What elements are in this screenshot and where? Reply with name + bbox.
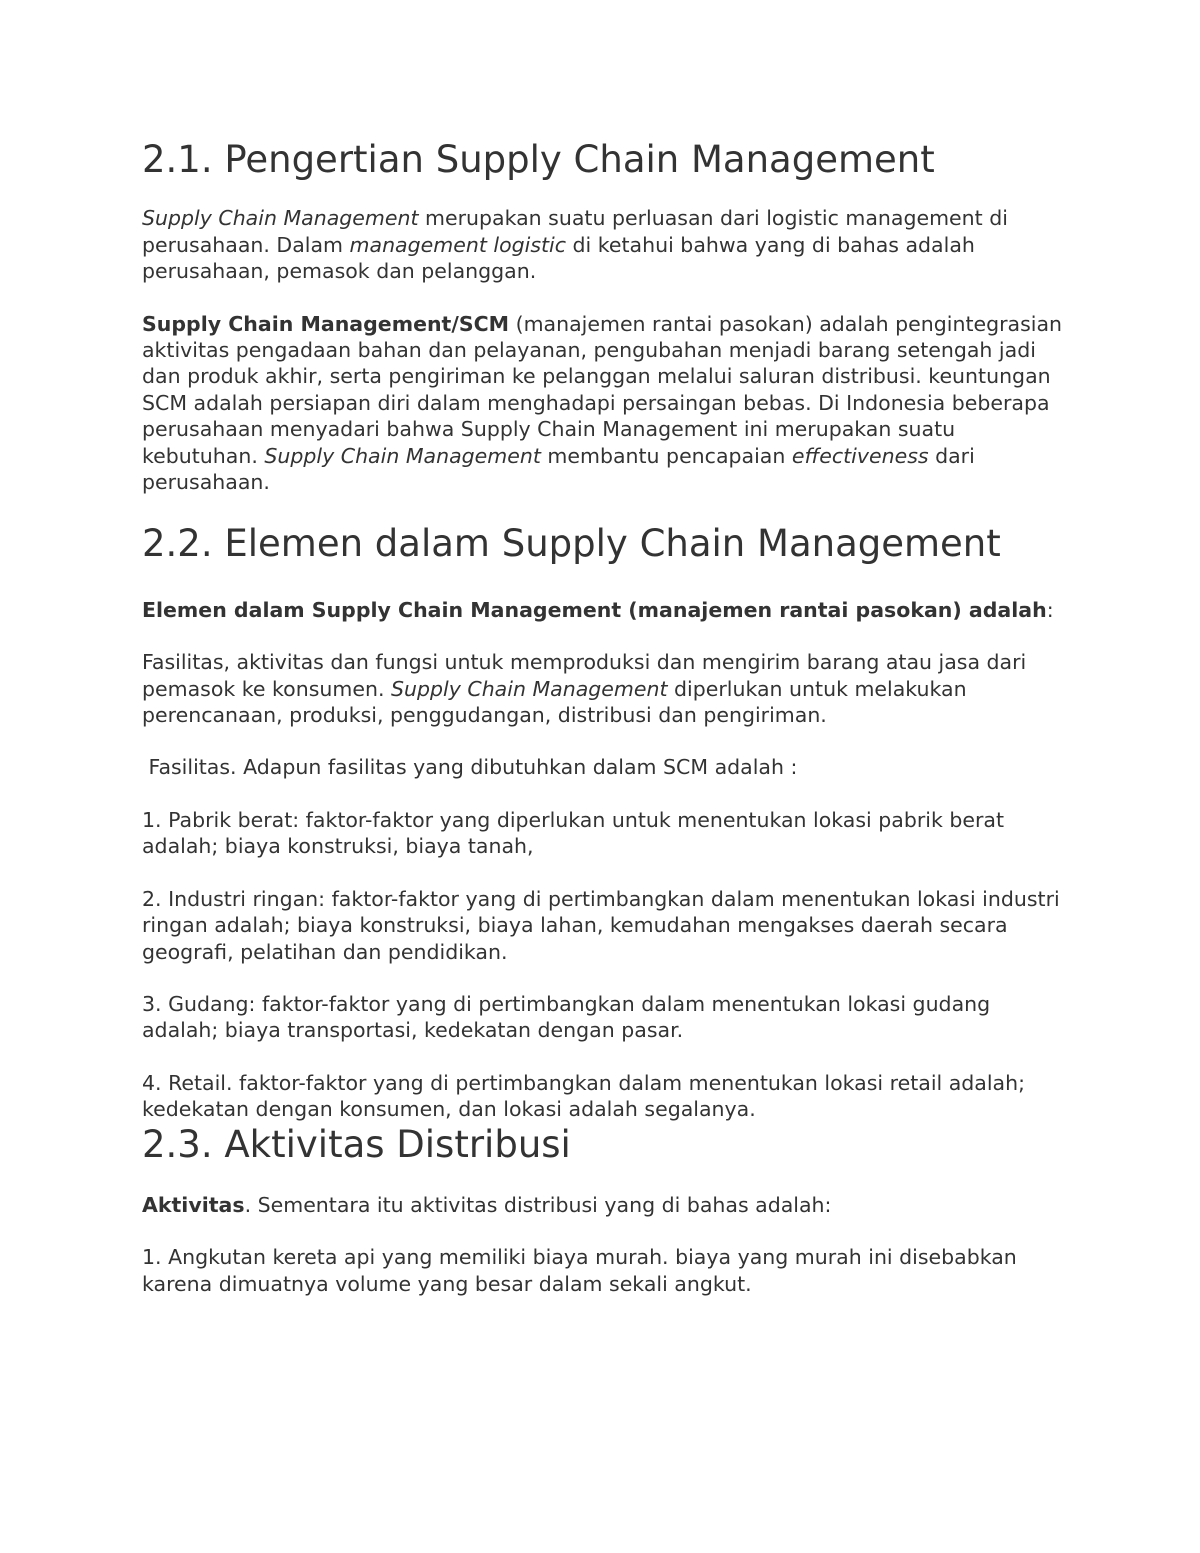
paragraph-elements-intro (142, 597, 1067, 623)
paragraph-activities-intro (142, 1192, 1067, 1218)
italic-term: effectiveness (791, 443, 929, 468)
text-run: : (1046, 597, 1054, 622)
italic-term: Supply Chain Management (264, 443, 541, 468)
italic-term: Supply Chain Management (142, 206, 419, 231)
text-run: dari perusahaan. (142, 443, 975, 495)
list-item: 1. Angkutan kereta api yang memiliki biaya murah. biaya yang murah ini disebabkan karena dimuatnya volume yang besar dalam sekali angkut. (142, 1245, 1017, 1296)
text-run: diperlukan untuk melakukan perencanaan, produksi, penggudangan, distribusi dan pengiriman. (142, 676, 967, 728)
section-heading-2-2: 2.2. Elemen dalam Supply Chain Management (142, 522, 1001, 566)
section-heading-2-3: 2.3. Aktivitas Distribusi (142, 1122, 571, 1166)
section-heading-2-1: 2.1. Pengertian Supply Chain Management (142, 138, 935, 181)
text-run: membantu pencapaian (540, 443, 792, 468)
list-item: 2. Industri ringan: faktor-faktor yang di pertimbangkan dalam menentukan lokasi industri ringan adalah; biaya konstruksi, biaya lahan, kemudahan mengakses daerah secara geografi, pelatihan dan pendidikan. (142, 886, 1060, 964)
bold-term: Aktivitas (142, 1192, 245, 1217)
text-run: Fasilitas, aktivitas dan fungsi untuk memproduksi dan mengirim barang atau jasa dari pemasok ke konsumen. (142, 650, 1027, 701)
text-run: merupakan suatu perluasan dari logistic management di perusahaan. Dalam (142, 206, 1008, 257)
paragraph-scm-explanation (142, 311, 1067, 496)
text-run: . Sementara itu aktivitas distribusi yang di bahas adalah: (244, 1192, 832, 1217)
paragraph-facilities-intro: Fasilitas. Adapun fasilitas yang dibutuhkan dalam SCM adalah : (142, 755, 798, 780)
text-run: di ketahui bahwa yang di bahas adalah perusahaan, pemasok dan pelanggan. (142, 232, 975, 284)
list-item: 1. Pabrik berat: faktor-faktor yang diperlukan untuk menentukan lokasi pabrik berat adalah; biaya konstruksi, biaya tanah, (142, 807, 1005, 859)
bold-term: Supply Chain Management/SCM (142, 311, 510, 336)
list-item: 3. Gudang: faktor-faktor yang di pertimbangkan dalam menentukan lokasi gudang adalah; biaya transportasi, kedekatan dengan pasar. (142, 991, 991, 1043)
paragraph-scm-definition (142, 205, 1067, 284)
bold-term: Elemen dalam Supply Chain Management (manajemen rantai pasokan) adalah (142, 597, 1047, 622)
text-run: (manajemen rantai pasokan) adalah pengintegrasian aktivitas pengadaan bahan dan pelayanan, pengubahan menjadi barang setengah jadi dan produk akhir, serta pengiriman ke pelanggan melalui saluran distribusi. keuntungan SCM adalah persiapan diri dalam menghadapi persaingan bebas. Di Indonesia beberapa perusahaan menyadari bahwa Supply Chain Management ini merupakan suatu kebutuhan. (142, 311, 1063, 468)
list-item: 4. Retail. faktor-faktor yang di pertimbangkan dalam menentukan lokasi retail adalah; kedekatan dengan konsumen, dan lokasi adalah segalanya. (142, 1070, 1026, 1122)
paragraph-elements-body (142, 649, 1067, 728)
italic-term: management logistic (349, 232, 567, 257)
italic-term: Supply Chain Management (391, 676, 668, 701)
document-page (142, 138, 1067, 1297)
